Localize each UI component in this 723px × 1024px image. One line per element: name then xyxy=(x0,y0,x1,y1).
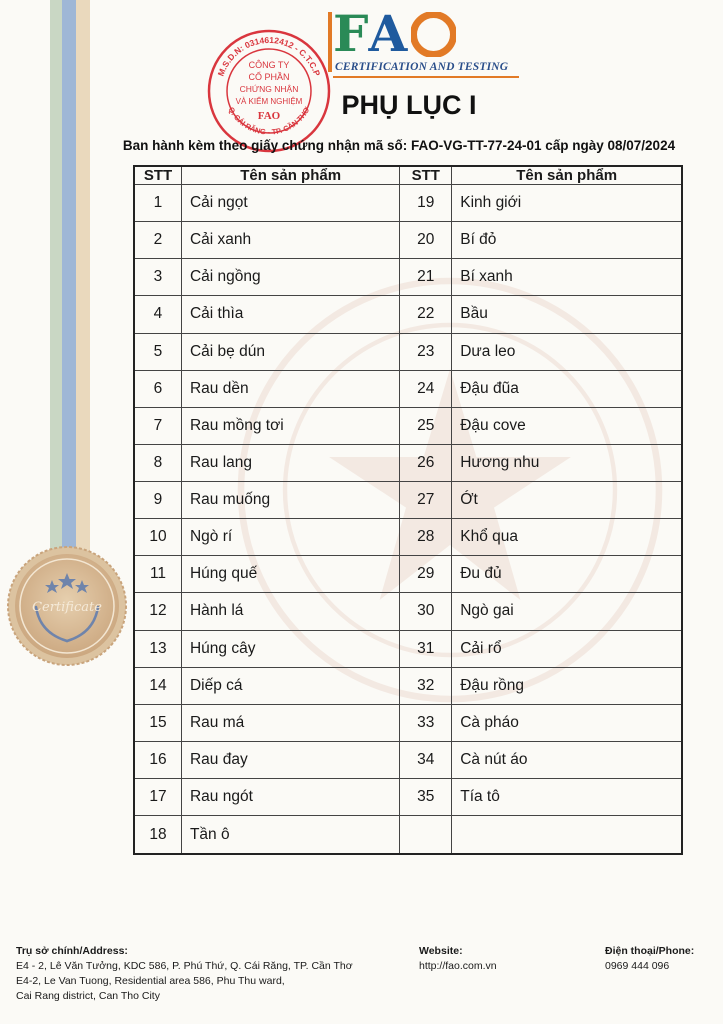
product-name-right xyxy=(452,816,682,854)
address-line-1: E4 - 2, Lê Văn Tưởng, KDC 586, P. Phú Thứ, Q. Cái Răng, TP. Cần Thơ xyxy=(16,960,353,972)
page-subtitle: Ban hành kèm theo giấy chứng nhận mã số: FAO-VG-TT-77-24-01 cấp ngày 08/07/2024 xyxy=(122,138,676,153)
website-label: Website: xyxy=(419,945,463,957)
product-name-right: Đậu cove xyxy=(452,407,682,444)
row-number-right xyxy=(400,816,452,854)
footer-website xyxy=(419,944,497,974)
row-number-left: 2 xyxy=(134,222,181,259)
product-name-left: Cải thìa xyxy=(181,296,399,333)
header-stt-left: STT xyxy=(134,166,181,185)
row-number-right: 33 xyxy=(400,704,452,741)
product-name-left: Cải ngọt xyxy=(181,185,399,222)
table-row xyxy=(134,296,682,333)
table-row xyxy=(134,482,682,519)
logo-underline xyxy=(333,76,519,78)
table-row xyxy=(134,630,682,667)
row-number-left: 11 xyxy=(134,556,181,593)
fao-logo xyxy=(333,4,456,63)
table-row xyxy=(134,816,682,854)
product-name-right: Cà pháo xyxy=(452,704,682,741)
table-row xyxy=(134,519,682,556)
row-number-right: 23 xyxy=(400,333,452,370)
logo-letter-a: A xyxy=(368,4,408,63)
row-number-right: 24 xyxy=(400,370,452,407)
row-number-right: 22 xyxy=(400,296,452,333)
table-row xyxy=(134,333,682,370)
stamp-line-4: VÀ KIỂM NGHIỆM xyxy=(235,97,303,106)
table-row xyxy=(134,779,682,816)
row-number-right: 27 xyxy=(400,482,452,519)
table-row xyxy=(134,593,682,630)
ribbon-stripe-blue xyxy=(62,0,76,560)
table-row xyxy=(134,407,682,444)
row-number-left: 5 xyxy=(134,333,181,370)
row-number-right: 26 xyxy=(400,444,452,481)
logo-subtitle: CERTIFICATION AND TESTING xyxy=(335,61,509,73)
product-name-left: Cải ngồng xyxy=(181,259,399,296)
website-link[interactable]: http://fao.com.vn xyxy=(419,960,497,972)
stamp-bottom-text: Q. CÁI RĂNG - TP. CẦN THƠ xyxy=(226,105,312,137)
table-row xyxy=(134,444,682,481)
product-name-right: Ớt xyxy=(452,482,682,519)
phone-number: 0969 444 096 xyxy=(605,960,670,972)
certificate-badge-icon xyxy=(6,545,128,667)
product-name-left: Rau muống xyxy=(181,482,399,519)
table-row xyxy=(134,259,682,296)
table-header-row xyxy=(134,166,682,185)
product-name-left: Rau mồng tơi xyxy=(181,407,399,444)
row-number-right: 19 xyxy=(400,185,452,222)
row-number-right: 30 xyxy=(400,593,452,630)
address-line-3: Cai Rang district, Can Tho City xyxy=(16,990,160,1002)
product-name-right: Bầu xyxy=(452,296,682,333)
address-line-2: E4-2, Le Van Tuong, Residential area 586, Phu Thu ward, xyxy=(16,975,285,987)
row-number-left: 8 xyxy=(134,444,181,481)
row-number-right: 35 xyxy=(400,779,452,816)
table-row xyxy=(134,370,682,407)
ribbon-stripe-green xyxy=(50,0,62,560)
logo-letter-o: O xyxy=(433,42,435,43)
product-name-left: Húng cây xyxy=(181,630,399,667)
product-name-left: Diếp cá xyxy=(181,667,399,704)
row-number-right: 29 xyxy=(400,556,452,593)
stamp-line-2: CỔ PHẦN xyxy=(248,72,290,82)
row-number-left: 3 xyxy=(134,259,181,296)
product-name-right: Dưa leo xyxy=(452,333,682,370)
logo-letter-o-icon xyxy=(411,12,456,57)
row-number-right: 34 xyxy=(400,741,452,778)
row-number-right: 25 xyxy=(400,407,452,444)
address-label-en: /Address: xyxy=(79,945,128,957)
stamp-line-3: CHỨNG NHẬN xyxy=(239,84,299,94)
row-number-left: 4 xyxy=(134,296,181,333)
phone-label: Điện thoại xyxy=(605,945,656,957)
table-row xyxy=(134,704,682,741)
row-number-right: 28 xyxy=(400,519,452,556)
product-name-left: Húng quế xyxy=(181,556,399,593)
product-name-right: Đậu rồng xyxy=(452,667,682,704)
row-number-left: 9 xyxy=(134,482,181,519)
row-number-left: 10 xyxy=(134,519,181,556)
product-name-right: Đậu đũa xyxy=(452,370,682,407)
product-name-left: Hành lá xyxy=(181,593,399,630)
stamp-line-5: FAO xyxy=(257,110,281,122)
row-number-left: 14 xyxy=(134,667,181,704)
header-product-left: Tên sản phẩm xyxy=(181,166,399,185)
product-table xyxy=(133,165,683,855)
row-number-left: 13 xyxy=(134,630,181,667)
stamp-line-1: CÔNG TY xyxy=(248,60,290,70)
product-name-left: Rau dền xyxy=(181,370,399,407)
product-name-left: Tần ô xyxy=(181,816,399,854)
product-name-left: Rau ngót xyxy=(181,779,399,816)
product-name-right: Bí xanh xyxy=(452,259,682,296)
phone-label-en: /Phone: xyxy=(655,945,695,957)
product-name-right: Kinh giới xyxy=(452,185,682,222)
header-product-right: Tên sản phẩm xyxy=(452,166,682,185)
row-number-left: 16 xyxy=(134,741,181,778)
product-name-right: Đu đủ xyxy=(452,556,682,593)
row-number-left: 17 xyxy=(134,779,181,816)
product-name-right: Khổ qua xyxy=(452,519,682,556)
address-label: Trụ sở chính xyxy=(16,945,80,957)
product-name-left: Cải bẹ dún xyxy=(181,333,399,370)
product-name-right: Hương nhu xyxy=(452,444,682,481)
row-number-right: 32 xyxy=(400,667,452,704)
product-name-right: Ngò gai xyxy=(452,593,682,630)
product-name-right: Cải rổ xyxy=(452,630,682,667)
row-number-left: 1 xyxy=(134,185,181,222)
product-name-right: Cà nút áo xyxy=(452,741,682,778)
row-number-left: 12 xyxy=(134,593,181,630)
row-number-left: 6 xyxy=(134,370,181,407)
header-stt-right: STT xyxy=(400,166,452,185)
row-number-right: 21 xyxy=(400,259,452,296)
product-name-left: Cải xanh xyxy=(181,222,399,259)
stamp-ring-text: M.S.D.N: 0314612412 - C.T.C.P xyxy=(215,34,323,78)
row-number-left: 15 xyxy=(134,704,181,741)
row-number-right: 31 xyxy=(400,630,452,667)
product-name-left: Ngò rí xyxy=(181,519,399,556)
page-title: PHỤ LỤC I xyxy=(341,90,477,120)
product-name-left: Rau đay xyxy=(181,741,399,778)
logo-letter-f: F xyxy=(333,4,369,63)
product-name-right: Bí đỏ xyxy=(452,222,682,259)
row-number-right: 20 xyxy=(400,222,452,259)
badge-label: Certificate xyxy=(32,600,102,615)
table-row xyxy=(134,741,682,778)
table-row xyxy=(134,556,682,593)
row-number-left: 18 xyxy=(134,816,181,854)
table-row xyxy=(134,222,682,259)
table-row xyxy=(134,185,682,222)
table-row xyxy=(134,667,682,704)
row-number-left: 7 xyxy=(134,407,181,444)
product-name-left: Rau lang xyxy=(181,444,399,481)
product-name-left: Rau má xyxy=(181,704,399,741)
product-name-right: Tía tô xyxy=(452,779,682,816)
footer-phone xyxy=(605,944,694,974)
footer-address xyxy=(16,944,353,1004)
ribbon-stripe-beige xyxy=(76,0,90,560)
